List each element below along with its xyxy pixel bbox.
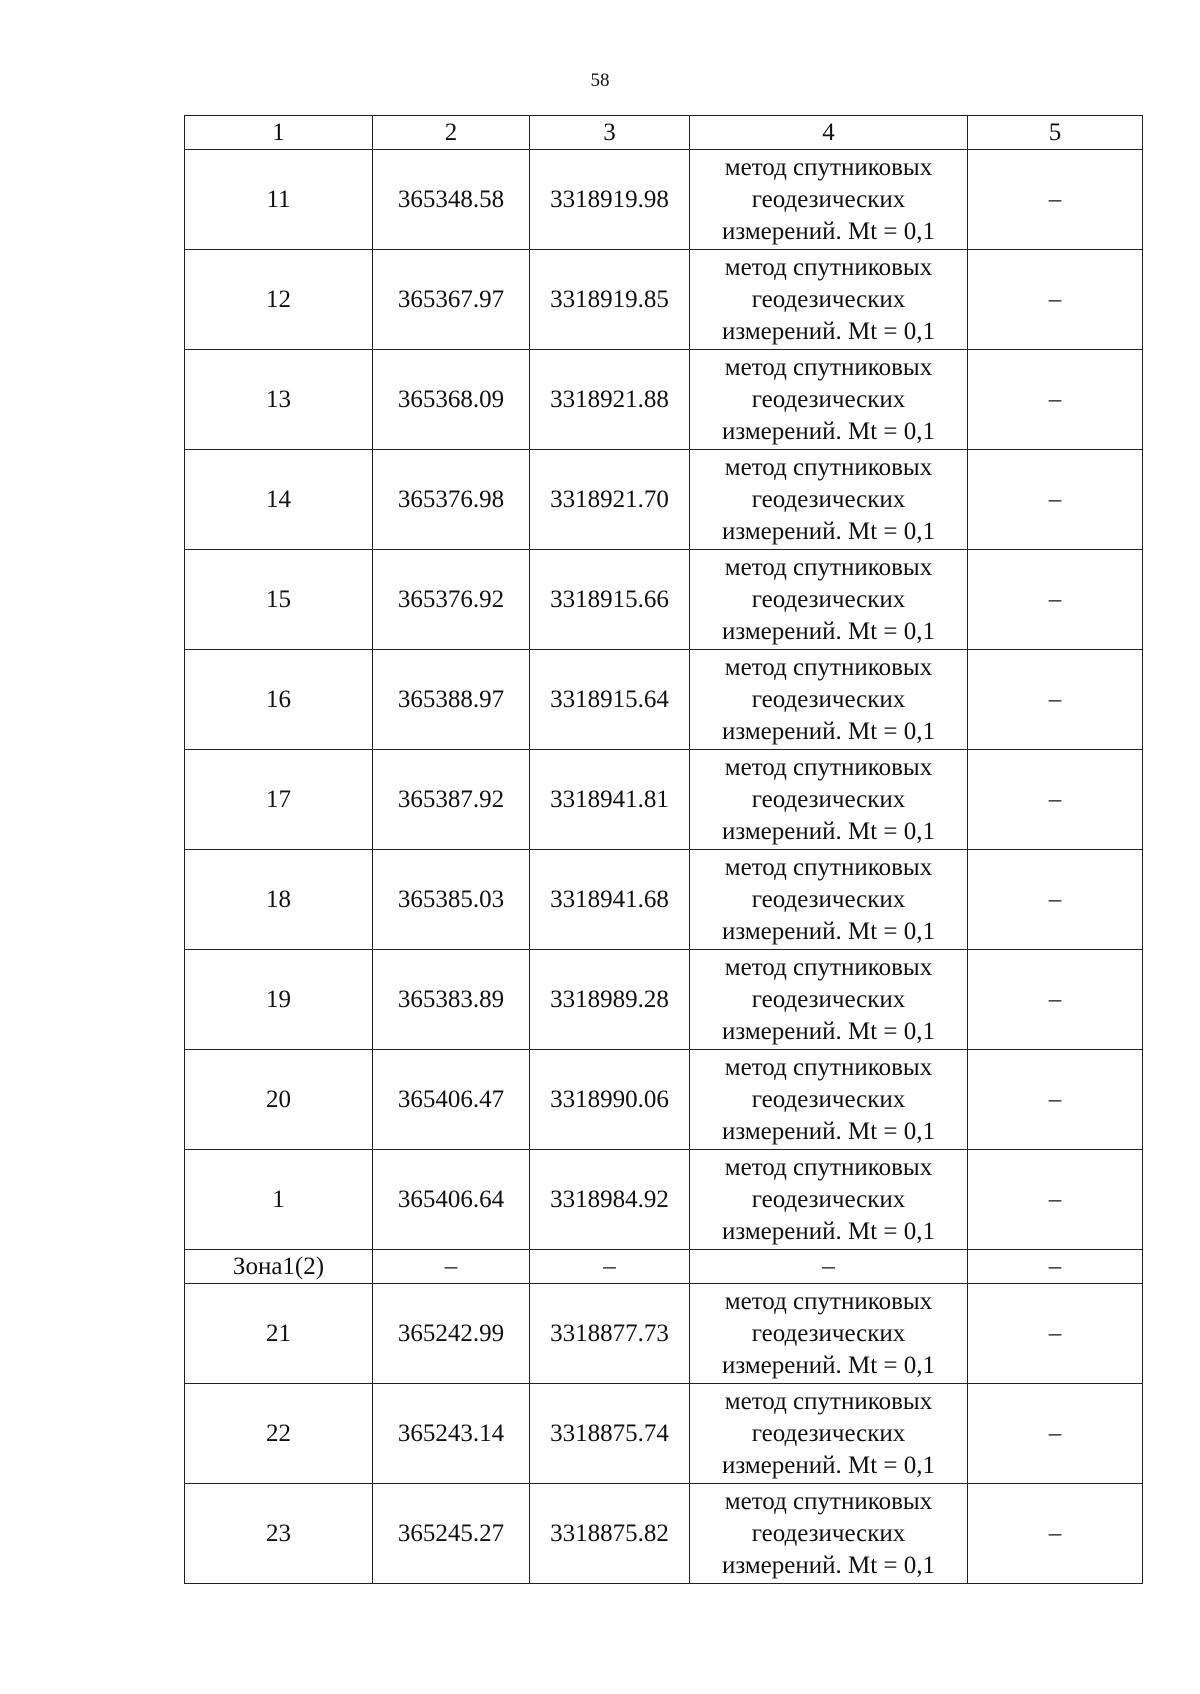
- note-cell: –: [968, 1384, 1143, 1484]
- x-coordinate-cell: 365388.97: [373, 650, 530, 750]
- y-coordinate-cell: 3318877.73: [530, 1284, 690, 1384]
- method-cell: метод спутниковых геодезических измерений. Mt = 0,1: [690, 150, 968, 250]
- column-number-cell: 4: [690, 116, 968, 150]
- method-cell: метод спутниковых геодезических измерений. Mt = 0,1: [690, 950, 968, 1050]
- table-row: [185, 1484, 1143, 1584]
- table-row: [185, 450, 1143, 550]
- note-cell: –: [968, 350, 1143, 450]
- table-row: [185, 650, 1143, 750]
- point-number-cell: 13: [185, 350, 373, 450]
- note-cell: –: [968, 1050, 1143, 1150]
- x-coordinate-cell: 365383.89: [373, 950, 530, 1050]
- y-coordinate-cell: 3318941.81: [530, 750, 690, 850]
- table-row: [185, 1050, 1143, 1150]
- point-number-cell: 23: [185, 1484, 373, 1584]
- note-cell: –: [968, 1250, 1143, 1284]
- note-cell: –: [968, 550, 1143, 650]
- y-coordinate-cell: 3318989.28: [530, 950, 690, 1050]
- column-number-cell: 5: [968, 116, 1143, 150]
- method-cell: метод спутниковых геодезических измерений. Mt = 0,1: [690, 350, 968, 450]
- table-row: [185, 850, 1143, 950]
- y-coordinate-cell: 3318875.74: [530, 1384, 690, 1484]
- column-number-cell: 2: [373, 116, 530, 150]
- x-coordinate-cell: 365376.98: [373, 450, 530, 550]
- method-cell: метод спутниковых геодезических измерений. Mt = 0,1: [690, 1284, 968, 1384]
- method-cell: метод спутниковых геодезических измерений. Mt = 0,1: [690, 750, 968, 850]
- x-coordinate-cell: 365243.14: [373, 1384, 530, 1484]
- point-number-cell: 17: [185, 750, 373, 850]
- note-cell: –: [968, 850, 1143, 950]
- y-coordinate-cell: 3318921.70: [530, 450, 690, 550]
- table-row: [185, 250, 1143, 350]
- x-coordinate-cell: 365406.64: [373, 1150, 530, 1250]
- note-cell: –: [968, 450, 1143, 550]
- y-coordinate-cell: 3318941.68: [530, 850, 690, 950]
- y-coordinate-cell: 3318919.98: [530, 150, 690, 250]
- y-coordinate-cell: –: [530, 1250, 690, 1284]
- point-number-cell: 14: [185, 450, 373, 550]
- y-coordinate-cell: 3318921.88: [530, 350, 690, 450]
- x-coordinate-cell: 365242.99: [373, 1284, 530, 1384]
- method-cell: метод спутниковых геодезических измерений. Mt = 0,1: [690, 1484, 968, 1584]
- note-cell: –: [968, 650, 1143, 750]
- table-row: [185, 350, 1143, 450]
- y-coordinate-cell: 3318915.64: [530, 650, 690, 750]
- table-row: [185, 750, 1143, 850]
- table-row: [185, 1284, 1143, 1384]
- y-coordinate-cell: 3318875.82: [530, 1484, 690, 1584]
- x-coordinate-cell: 365406.47: [373, 1050, 530, 1150]
- y-coordinate-cell: 3318919.85: [530, 250, 690, 350]
- method-cell: метод спутниковых геодезических измерений. Mt = 0,1: [690, 250, 968, 350]
- point-number-cell: 11: [185, 150, 373, 250]
- note-cell: –: [968, 1284, 1143, 1384]
- point-number-cell: 1: [185, 1150, 373, 1250]
- x-coordinate-cell: 365387.92: [373, 750, 530, 850]
- point-number-cell: 20: [185, 1050, 373, 1150]
- column-number-cell: 3: [530, 116, 690, 150]
- x-coordinate-cell: 365245.27: [373, 1484, 530, 1584]
- x-coordinate-cell: 365376.92: [373, 550, 530, 650]
- note-cell: –: [968, 250, 1143, 350]
- point-number-cell: 22: [185, 1384, 373, 1484]
- coordinates-table: [184, 115, 1143, 1584]
- table-row: [185, 1384, 1143, 1484]
- table-row: [185, 1150, 1143, 1250]
- x-coordinate-cell: 365368.09: [373, 350, 530, 450]
- method-cell: метод спутниковых геодезических измерений. Mt = 0,1: [690, 450, 968, 550]
- zone-label-cell: Зона1(2): [185, 1250, 373, 1284]
- point-number-cell: 21: [185, 1284, 373, 1384]
- note-cell: –: [968, 950, 1143, 1050]
- method-cell: метод спутниковых геодезических измерений. Mt = 0,1: [690, 1050, 968, 1150]
- note-cell: –: [968, 1484, 1143, 1584]
- note-cell: –: [968, 150, 1143, 250]
- method-cell: –: [690, 1250, 968, 1284]
- method-cell: метод спутниковых геодезических измерений. Mt = 0,1: [690, 650, 968, 750]
- point-number-cell: 18: [185, 850, 373, 950]
- method-cell: метод спутниковых геодезических измерений. Mt = 0,1: [690, 1150, 968, 1250]
- zone-row: [185, 1250, 1143, 1284]
- note-cell: –: [968, 1150, 1143, 1250]
- x-coordinate-cell: 365348.58: [373, 150, 530, 250]
- y-coordinate-cell: 3318984.92: [530, 1150, 690, 1250]
- column-number-cell: 1: [185, 116, 373, 150]
- method-cell: метод спутниковых геодезических измерений. Mt = 0,1: [690, 1384, 968, 1484]
- note-cell: –: [968, 750, 1143, 850]
- x-coordinate-cell: 365367.97: [373, 250, 530, 350]
- table-row: [185, 150, 1143, 250]
- point-number-cell: 19: [185, 950, 373, 1050]
- page-number: 58: [590, 70, 610, 91]
- y-coordinate-cell: 3318990.06: [530, 1050, 690, 1150]
- coordinates-table-body: [185, 116, 1143, 1584]
- x-coordinate-cell: 365385.03: [373, 850, 530, 950]
- method-cell: метод спутниковых геодезических измерений. Mt = 0,1: [690, 850, 968, 950]
- table-row: [185, 950, 1143, 1050]
- point-number-cell: 15: [185, 550, 373, 650]
- point-number-cell: 16: [185, 650, 373, 750]
- x-coordinate-cell: –: [373, 1250, 530, 1284]
- y-coordinate-cell: 3318915.66: [530, 550, 690, 650]
- method-cell: метод спутниковых геодезических измерений. Mt = 0,1: [690, 550, 968, 650]
- column-number-row: [185, 116, 1143, 150]
- table-row: [185, 550, 1143, 650]
- point-number-cell: 12: [185, 250, 373, 350]
